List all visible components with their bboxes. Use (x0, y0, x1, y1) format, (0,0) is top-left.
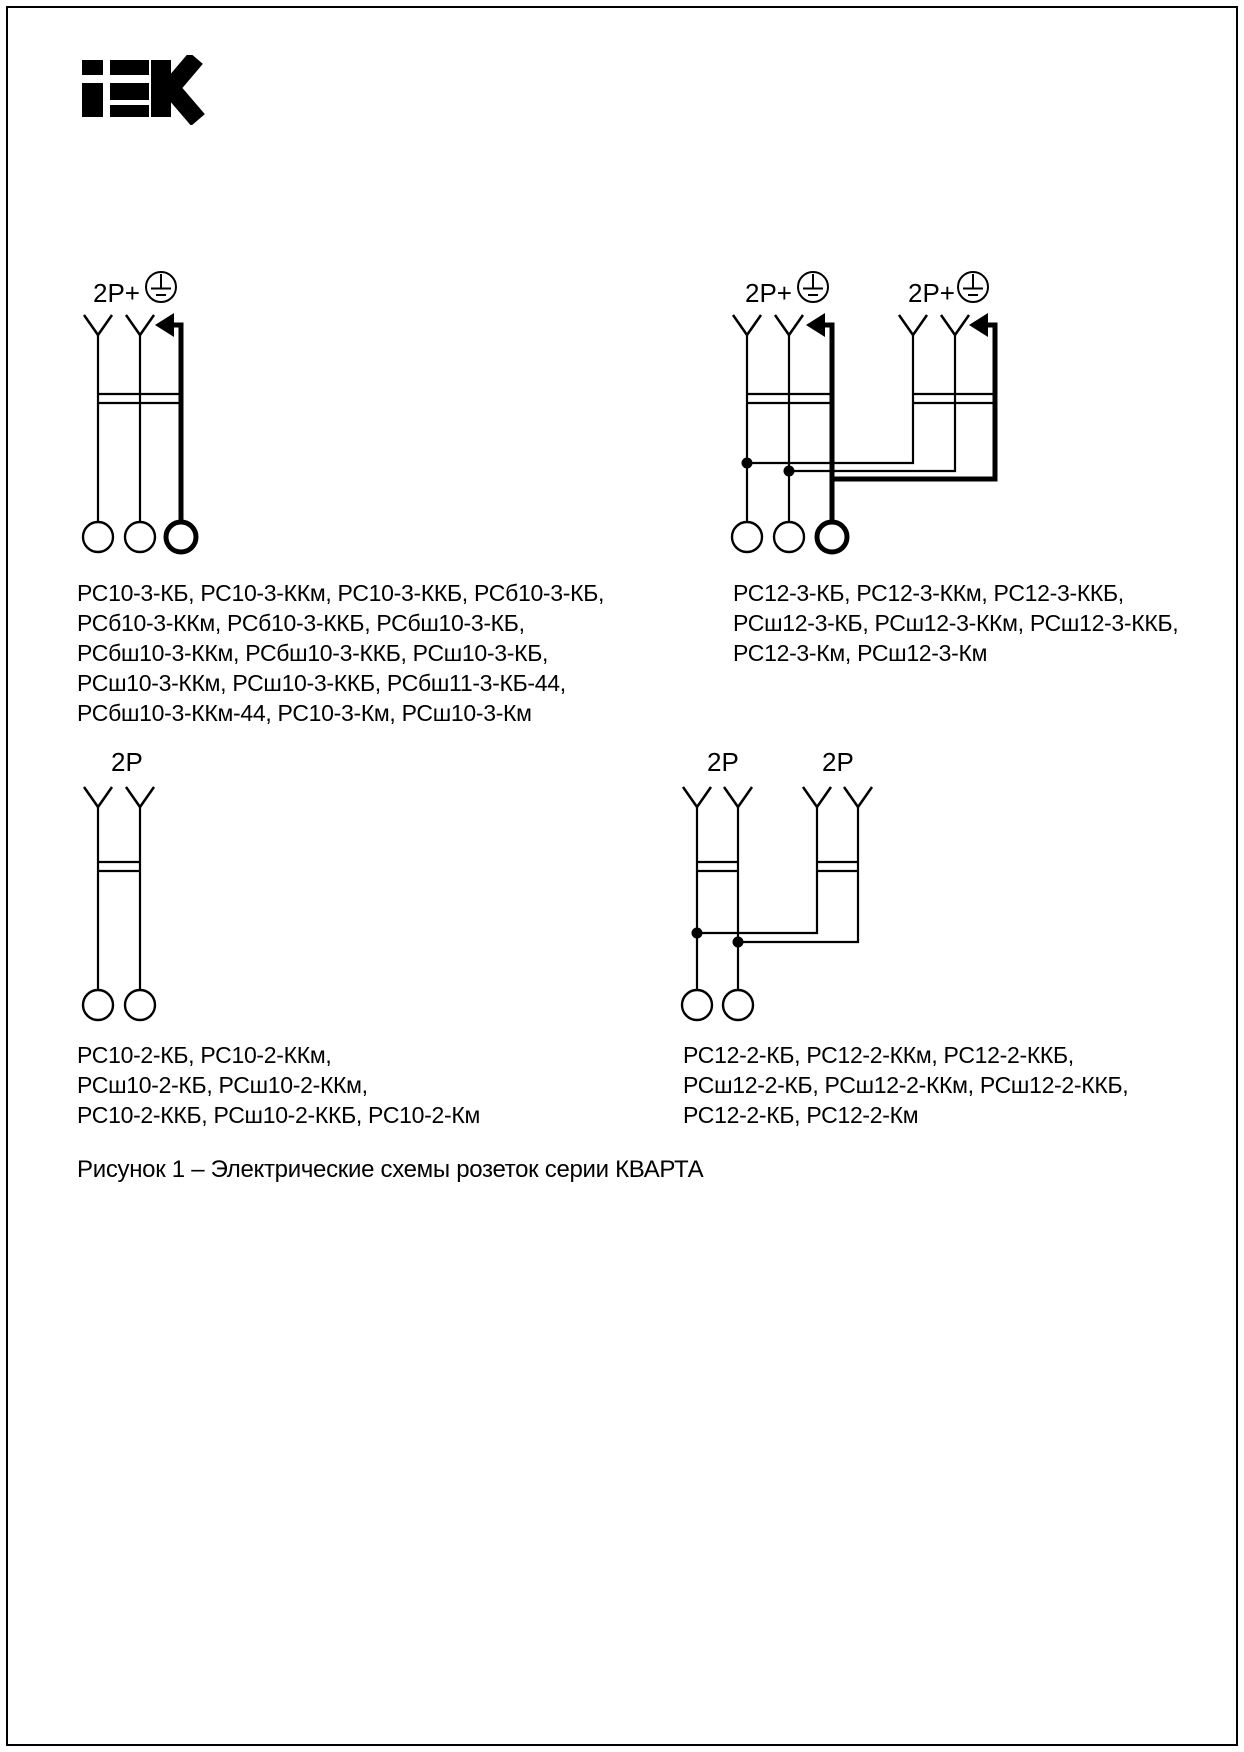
model-line: РС12-2-КБ, РС12-2-ККм, РС12-2-ККБ, (683, 1042, 1074, 1068)
earth-terminal (817, 522, 847, 552)
contact-fork (899, 315, 927, 335)
diagram-socket-2p-double (660, 740, 900, 1030)
earth-icon (146, 272, 176, 302)
earth-terminal (166, 522, 196, 552)
model-line: РСш12-2-КБ, РСш12-2-ККм, РСш12-2-ККБ, (683, 1072, 1129, 1098)
contact-fork (126, 315, 154, 335)
socket-contact-bar (697, 862, 738, 871)
earth-icon (958, 272, 988, 302)
model-list-2p-single (77, 1040, 480, 1130)
model-line: РС12-3-КБ, РС12-3-ККм, РС12-3-ККБ, (733, 580, 1124, 606)
contact-fork (733, 315, 761, 335)
junction-dot (784, 466, 795, 477)
pole-label: 2P (111, 747, 143, 777)
terminal (83, 990, 113, 1020)
model-line: РСш12-3-КБ, РСш12-3-ККм, РСш12-3-ККБ, (733, 610, 1179, 636)
model-line: РСбш10-3-ККм-44, РС10-3-Км, РСш10-3-Км (77, 700, 532, 726)
pole-label: 2P+ (93, 278, 140, 308)
junction-dot (692, 928, 703, 939)
terminal (125, 522, 155, 552)
model-line: РС12-3-Км, РСш12-3-Км (733, 640, 988, 666)
terminal (732, 522, 762, 552)
pole-label-left: 2P+ (745, 278, 792, 308)
junction-dot (742, 458, 753, 469)
model-line: РСб10-3-ККм, РСб10-3-ККБ, РСбш10-3-КБ, (77, 610, 525, 636)
model-line: РСш10-3-ККм, РСш10-3-ККБ, РСбш11-3-КБ-44, (77, 670, 566, 696)
socket-contact-bar (817, 862, 858, 871)
iek-logo (78, 55, 208, 125)
pole-label-right: 2P (822, 747, 854, 777)
earth-wire (172, 325, 181, 522)
model-list-2pe-single (77, 578, 604, 728)
earth-arrow-icon (806, 313, 825, 337)
diagram-socket-2pe-double (720, 265, 1020, 560)
contact-fork (941, 315, 969, 335)
contact-fork (803, 787, 831, 807)
model-line: РС10-2-КБ, РС10-2-ККм, (77, 1042, 332, 1068)
diagram-socket-2p-single (60, 740, 180, 1030)
terminal (682, 990, 712, 1020)
contact-fork (126, 787, 154, 807)
model-line: РС12-2-КБ, РС12-2-Км (683, 1102, 919, 1128)
pole-label-right: 2P+ (908, 278, 955, 308)
contact-fork (683, 787, 711, 807)
figure-caption: Рисунок 1 – Электрические схемы розеток серии КВАРТА (77, 1156, 704, 1183)
model-list-2pe-double (733, 578, 1178, 668)
earth-arrow-icon (969, 313, 988, 337)
terminal (723, 990, 753, 1020)
contact-fork (775, 315, 803, 335)
model-list-2p-double (683, 1040, 1128, 1130)
junction-dot (733, 937, 744, 948)
model-line: РСбш10-3-ККм, РСбш10-3-ККБ, РСш10-3-КБ, (77, 640, 549, 666)
model-line: РСш10-2-КБ, РСш10-2-ККм, (77, 1072, 368, 1098)
earth-icon (798, 272, 828, 302)
terminal (125, 990, 155, 1020)
model-line: РС10-2-ККБ, РСш10-2-ККБ, РС10-2-Км (77, 1102, 480, 1128)
contact-fork (844, 787, 872, 807)
diagram-socket-2pe-single (60, 265, 220, 560)
contact-fork (84, 787, 112, 807)
contact-fork (724, 787, 752, 807)
terminal (774, 522, 804, 552)
pole-label-left: 2P (707, 747, 739, 777)
earth-wire (823, 325, 832, 522)
model-line: РС10-3-КБ, РС10-3-ККм, РС10-3-ККБ, РСб10-3-КБ, (77, 580, 605, 606)
terminal (83, 522, 113, 552)
contact-fork (84, 315, 112, 335)
jumper-wire (738, 807, 858, 942)
earth-arrow-icon (155, 313, 174, 337)
socket-contact-bar (98, 862, 140, 871)
